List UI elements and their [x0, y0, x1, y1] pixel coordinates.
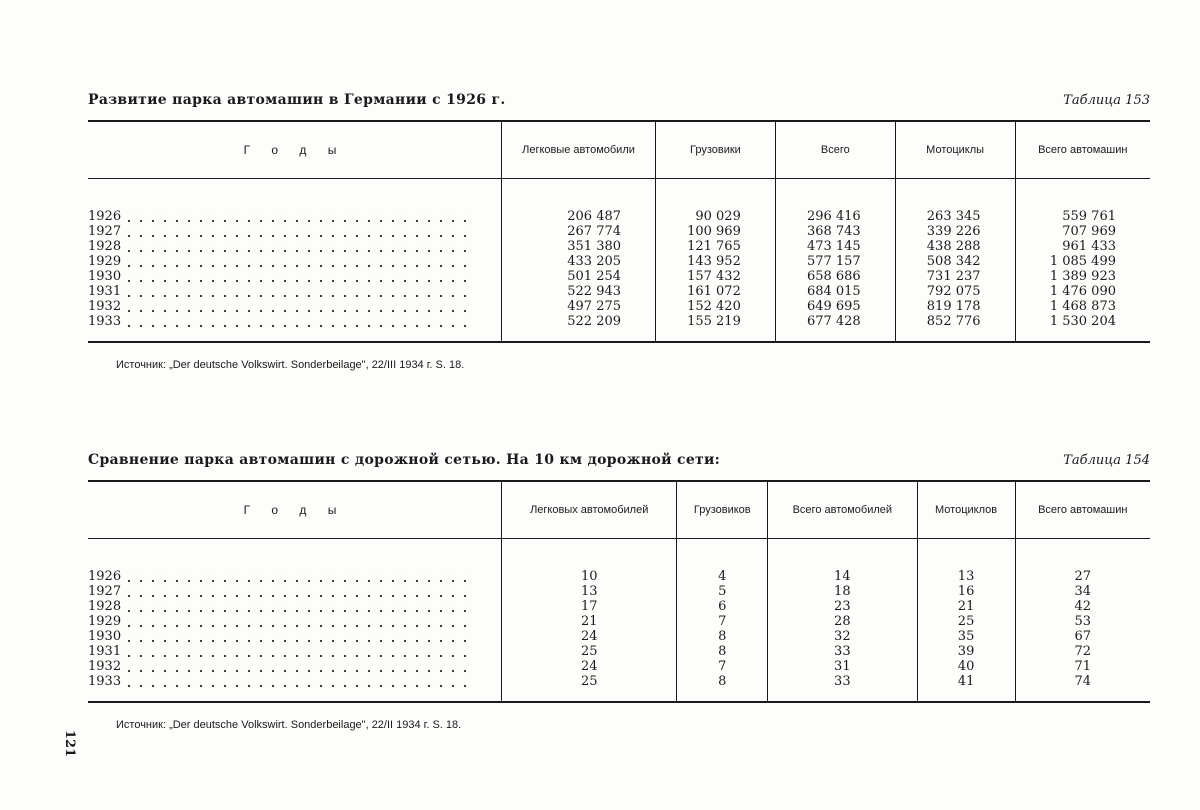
column-header-all-vehicles: Всего автомашин [1015, 121, 1150, 179]
leader-dots [123, 587, 473, 597]
cell-total: 28 [768, 614, 918, 629]
cell-all-vehicles: 34 [1015, 584, 1150, 599]
year-label: 1929 [88, 254, 122, 269]
cell-trucks: 7 [677, 659, 768, 674]
column-header-cars: Легковых автомобилей [502, 481, 677, 539]
cell-year [88, 314, 502, 329]
column-header-years: Г о д ы [88, 121, 502, 179]
table-row [88, 569, 1150, 584]
table-row [88, 644, 1150, 659]
leader-dots [123, 212, 473, 222]
cell-motorcycles: 40 [917, 659, 1015, 674]
year-label: 1932 [88, 299, 122, 314]
table-row [88, 629, 1150, 644]
leader-dots [123, 227, 473, 237]
year-label: 1928 [88, 239, 122, 254]
cell-year [88, 584, 502, 599]
cell-trucks: 161 072 [656, 284, 776, 299]
cell-total: 658 686 [775, 269, 895, 284]
cell-total: 33 [768, 674, 918, 689]
cell-motorcycles: 731 237 [895, 269, 1015, 284]
table-header-row [88, 121, 1150, 179]
source-note: Источник: „Der deutsche Volkswirt. Sonderbeilage", 22/III 1934 г. S. 18. [116, 359, 465, 371]
cell-year [88, 659, 502, 674]
cell-motorcycles: 16 [917, 584, 1015, 599]
table-row [88, 299, 1150, 314]
table-row [88, 659, 1150, 674]
column-header-motorcycles: Мотоциклы [895, 121, 1015, 179]
leader-dots [123, 677, 473, 687]
cell-all-vehicles: 71 [1015, 659, 1150, 674]
cell-motorcycles: 41 [917, 674, 1015, 689]
cell-trucks: 157 432 [656, 269, 776, 284]
cell-total: 296 416 [775, 209, 895, 224]
cell-all-vehicles: 1 476 090 [1015, 284, 1150, 299]
column-header-total: Всего [775, 121, 895, 179]
cell-total: 577 157 [775, 254, 895, 269]
cell-motorcycles: 792 075 [895, 284, 1015, 299]
leader-dots [123, 302, 473, 312]
cell-all-vehicles: 53 [1015, 614, 1150, 629]
year-label: 1931 [88, 644, 122, 659]
column-header-total: Всего автомобилей [768, 481, 918, 539]
cell-cars: 24 [502, 659, 677, 674]
leader-dots [123, 647, 473, 657]
cell-all-vehicles: 1 085 499 [1015, 254, 1150, 269]
cell-year [88, 239, 502, 254]
cell-motorcycles: 508 342 [895, 254, 1015, 269]
year-label: 1926 [88, 209, 122, 224]
cell-year [88, 629, 502, 644]
year-label: 1928 [88, 599, 122, 614]
cell-motorcycles: 438 288 [895, 239, 1015, 254]
table-row [88, 209, 1150, 224]
year-label: 1930 [88, 629, 122, 644]
leader-dots [123, 317, 473, 327]
cell-year [88, 224, 502, 239]
column-header-trucks: Грузовиков [677, 481, 768, 539]
cell-year [88, 209, 502, 224]
cell-total: 649 695 [775, 299, 895, 314]
cell-total: 368 743 [775, 224, 895, 239]
leader-dots [123, 602, 473, 612]
cell-trucks: 155 219 [656, 314, 776, 329]
cell-year [88, 599, 502, 614]
table-title: Развитие парка автомашин в Германии с 1926 г. [88, 92, 506, 108]
table-row [88, 314, 1150, 329]
table-body [88, 539, 1150, 703]
table-row [88, 224, 1150, 239]
leader-dots [123, 257, 473, 267]
cell-cars: 501 254 [502, 269, 656, 284]
column-header-motorcycles: Мотоциклов [917, 481, 1015, 539]
cell-trucks: 100 969 [656, 224, 776, 239]
cell-total: 684 015 [775, 284, 895, 299]
cell-all-vehicles: 559 761 [1015, 209, 1150, 224]
column-header-cars: Легковые автомобили [502, 121, 656, 179]
cell-total: 31 [768, 659, 918, 674]
table-header-row [88, 481, 1150, 539]
year-label: 1930 [88, 269, 122, 284]
leader-dots [123, 242, 473, 252]
cell-trucks: 90 029 [656, 209, 776, 224]
leader-dots [123, 617, 473, 627]
column-header-all-vehicles: Всего автомашин [1015, 481, 1150, 539]
cell-cars: 25 [502, 674, 677, 689]
cell-motorcycles: 263 345 [895, 209, 1015, 224]
cell-year [88, 284, 502, 299]
cell-all-vehicles: 961 433 [1015, 239, 1150, 254]
table-row [88, 269, 1150, 284]
column-header-trucks: Грузовики [656, 121, 776, 179]
year-label: 1933 [88, 314, 122, 329]
leader-dots [123, 662, 473, 672]
cell-motorcycles: 39 [917, 644, 1015, 659]
leader-dots [123, 272, 473, 282]
cell-trucks: 8 [677, 674, 768, 689]
cell-all-vehicles: 72 [1015, 644, 1150, 659]
page-number: 121 [62, 729, 78, 758]
cell-trucks: 8 [677, 629, 768, 644]
year-label: 1927 [88, 224, 122, 239]
cell-cars: 206 487 [502, 209, 656, 224]
cell-year [88, 674, 502, 689]
cell-all-vehicles: 67 [1015, 629, 1150, 644]
table-row [88, 284, 1150, 299]
cell-trucks: 5 [677, 584, 768, 599]
cell-cars: 522 943 [502, 284, 656, 299]
table-title: Сравнение парка автомашин с дорожной сетью. На 10 км дорожной сети: [88, 452, 721, 468]
table-title-row [88, 92, 1150, 114]
table-number: Таблица 154 [1063, 453, 1150, 468]
cell-all-vehicles: 27 [1015, 569, 1150, 584]
leader-dots [123, 632, 473, 642]
cell-motorcycles: 25 [917, 614, 1015, 629]
cell-year [88, 299, 502, 314]
year-label: 1929 [88, 614, 122, 629]
table-row [88, 584, 1150, 599]
table-row [88, 614, 1150, 629]
cell-cars: 24 [502, 629, 677, 644]
cell-cars: 351 380 [502, 239, 656, 254]
year-label: 1926 [88, 569, 122, 584]
cell-all-vehicles: 74 [1015, 674, 1150, 689]
cell-cars: 497 275 [502, 299, 656, 314]
cell-year [88, 269, 502, 284]
cell-all-vehicles: 1 389 923 [1015, 269, 1150, 284]
cell-total: 23 [768, 599, 918, 614]
cell-cars: 25 [502, 644, 677, 659]
cell-all-vehicles: 1 530 204 [1015, 314, 1150, 329]
cell-all-vehicles: 707 969 [1015, 224, 1150, 239]
table-row [88, 254, 1150, 269]
cell-cars: 522 209 [502, 314, 656, 329]
table-154-section [88, 452, 1150, 731]
table-row [88, 674, 1150, 689]
source-note: Источник: „Der deutsche Volkswirt. Sonderbeilage", 22/II 1934 г. S. 18. [116, 719, 462, 731]
table-body [88, 179, 1150, 343]
cell-year [88, 254, 502, 269]
cell-trucks: 7 [677, 614, 768, 629]
year-label: 1927 [88, 584, 122, 599]
leader-dots [123, 287, 473, 297]
table-number: Таблица 153 [1063, 93, 1150, 108]
cell-cars: 433 205 [502, 254, 656, 269]
cell-motorcycles: 852 776 [895, 314, 1015, 329]
year-label: 1931 [88, 284, 122, 299]
cell-motorcycles: 13 [917, 569, 1015, 584]
cell-trucks: 152 420 [656, 299, 776, 314]
table-row [88, 599, 1150, 614]
cell-year [88, 569, 502, 584]
data-table [88, 480, 1150, 703]
year-label: 1932 [88, 659, 122, 674]
cell-motorcycles: 35 [917, 629, 1015, 644]
cell-motorcycles: 339 226 [895, 224, 1015, 239]
cell-cars: 17 [502, 599, 677, 614]
cell-year [88, 614, 502, 629]
cell-total: 33 [768, 644, 918, 659]
cell-cars: 21 [502, 614, 677, 629]
cell-total: 677 428 [775, 314, 895, 329]
cell-total: 14 [768, 569, 918, 584]
cell-trucks: 8 [677, 644, 768, 659]
cell-trucks: 121 765 [656, 239, 776, 254]
cell-trucks: 6 [677, 599, 768, 614]
table-153-section [88, 92, 1150, 371]
cell-total: 473 145 [775, 239, 895, 254]
cell-trucks: 4 [677, 569, 768, 584]
cell-cars: 267 774 [502, 224, 656, 239]
cell-total: 32 [768, 629, 918, 644]
cell-cars: 10 [502, 569, 677, 584]
cell-all-vehicles: 42 [1015, 599, 1150, 614]
year-label: 1933 [88, 674, 122, 689]
cell-all-vehicles: 1 468 873 [1015, 299, 1150, 314]
cell-year [88, 644, 502, 659]
cell-motorcycles: 21 [917, 599, 1015, 614]
table-row [88, 239, 1150, 254]
cell-cars: 13 [502, 584, 677, 599]
leader-dots [123, 572, 473, 582]
cell-motorcycles: 819 178 [895, 299, 1015, 314]
cell-total: 18 [768, 584, 918, 599]
table-title-row [88, 452, 1150, 474]
cell-trucks: 143 952 [656, 254, 776, 269]
data-table [88, 120, 1150, 343]
column-header-years: Г о д ы [88, 481, 502, 539]
